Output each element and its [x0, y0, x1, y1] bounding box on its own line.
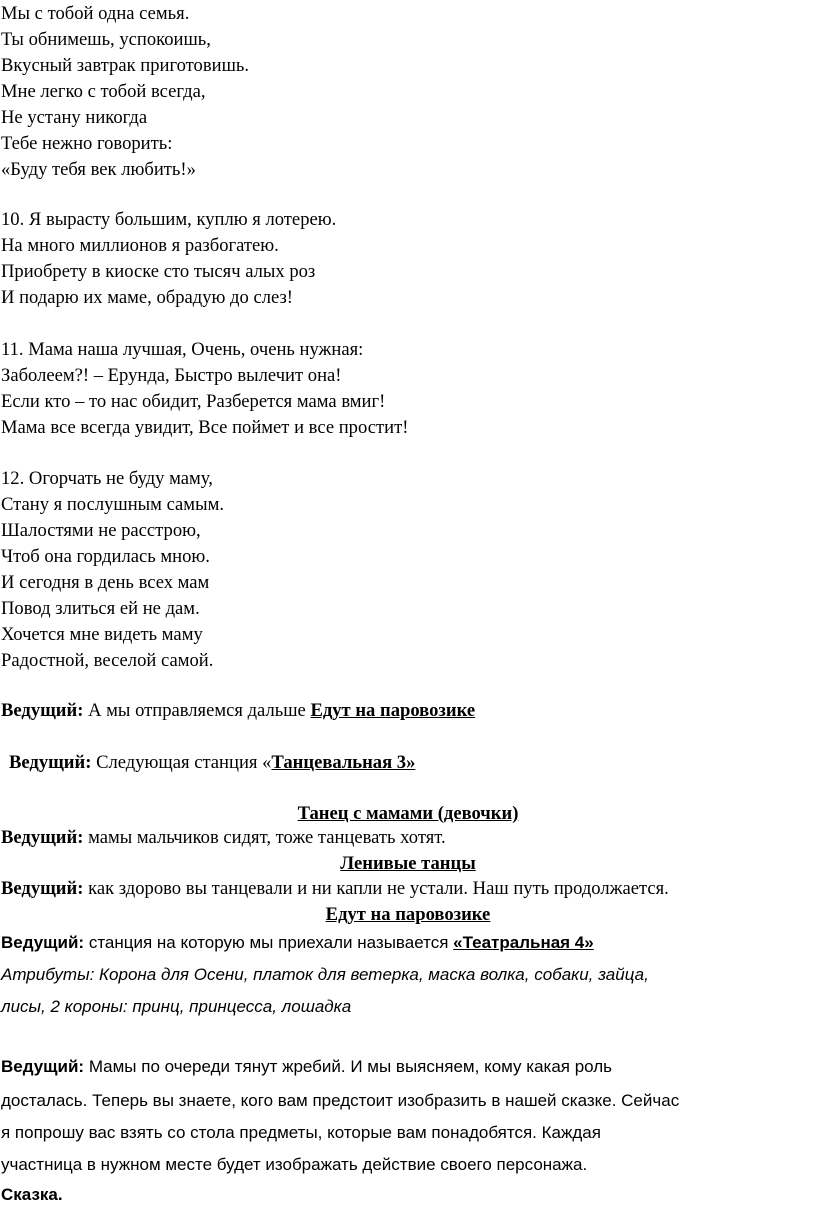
- host-text: А мы отправляемся дальше: [83, 700, 311, 721]
- host-line: [1, 880, 669, 899]
- poem-line: Ты обнимешь, успокоишь,: [1, 29, 211, 50]
- host-label: Ведущий:: [1, 827, 84, 848]
- host-line: [9, 754, 415, 773]
- poem-line: И подарю их маме, обрадую до слез!: [1, 287, 293, 308]
- section-heading: Танец с мамами (девочки): [297, 803, 519, 824]
- host-label: Ведущий:: [1, 933, 85, 952]
- host-line: [1, 934, 594, 951]
- host-line: [1, 1058, 612, 1075]
- poem-line: Если кто – то нас обидит, Разберется мама вмиг!: [1, 391, 386, 412]
- host-text: участница в нужном месте будет изображать действие своего персонажа.: [1, 1155, 588, 1174]
- poem-line: Радостной, веселой самой.: [1, 650, 214, 671]
- host-text: как здорово вы танцевали и ни капли не устали. Наш путь продолжается.: [83, 878, 669, 899]
- poem-line: Стану я послушным самым.: [1, 494, 224, 515]
- host-text: Следующая станция «: [91, 752, 272, 773]
- host-text: Мамы по очереди тянут жребий. И мы выясняем, кому какая роль: [84, 1057, 613, 1076]
- poem-line: Приобрету в киоске сто тысяч алых роз: [1, 261, 316, 282]
- host-label: Ведущий:: [1, 700, 84, 721]
- host-line: [1, 829, 446, 848]
- host-line: [1, 702, 475, 721]
- stage-direction: Едут на паровозике: [325, 904, 491, 925]
- host-text: станция на которую мы приехали называется: [84, 933, 454, 952]
- host-label: Ведущий:: [9, 752, 92, 773]
- poem-line: Тебе нежно говорить:: [1, 133, 173, 154]
- poem-line: Мне легко с тобой всегда,: [1, 81, 206, 102]
- poem-line: И сегодня в день всех мам: [1, 572, 210, 593]
- attributes-line: лисы, 2 короны: принц, принцесса, лошадка: [1, 997, 352, 1016]
- poem-line: «Буду тебя век любить!»: [1, 159, 196, 180]
- host-label: Ведущий:: [1, 1057, 85, 1076]
- station-name: «Театральная 4»: [453, 933, 594, 952]
- stage-direction: Едут на паровозике: [310, 700, 476, 721]
- poem-line: Не устану никогда: [1, 107, 148, 128]
- poem-line: Хочется мне видеть маму: [1, 624, 203, 645]
- station-name: Танцевальная 3»: [271, 752, 416, 773]
- poem-line: 10. Я вырасту большим, куплю я лотерею.: [1, 209, 337, 230]
- attributes-line: Атрибуты: Корона для Осени, платок для ветерка, маска волка, собаки, зайца,: [1, 965, 649, 984]
- poem-line: Шалостями не расстрою,: [1, 520, 201, 541]
- section-heading: Ленивые танцы: [340, 853, 476, 874]
- host-text: досталась. Теперь вы знаете, кого вам предстоит изобразить в нашей сказке. Сейчас: [1, 1091, 680, 1110]
- poem-line: 11. Мама наша лучшая, Очень, очень нужная:: [1, 339, 364, 360]
- poem-line: Вкусный завтрак приготовишь.: [1, 55, 250, 76]
- poem-line: Заболеем?! – Ерунда, Быстро вылечит она!: [1, 365, 342, 386]
- poem-line: Чтоб она гордилась мною.: [1, 546, 210, 567]
- poem-line: На много миллионов я разбогатею.: [1, 235, 279, 256]
- host-label: Ведущий:: [1, 878, 84, 899]
- poem-line: Мы с тобой одна семья.: [1, 3, 190, 24]
- poem-line: 12. Огорчать не буду маму,: [1, 468, 213, 489]
- poem-line: Мама все всегда увидит, Все поймет и все простит!: [1, 417, 409, 438]
- tale-heading: Сказка.: [1, 1185, 63, 1204]
- host-text: мамы мальчиков сидят, тоже танцевать хотят.: [83, 827, 446, 848]
- poem-line: Повод злиться ей не дам.: [1, 598, 200, 619]
- host-text: я попрошу вас взять со стола предметы, которые вам понадобятся. Каждая: [1, 1123, 601, 1142]
